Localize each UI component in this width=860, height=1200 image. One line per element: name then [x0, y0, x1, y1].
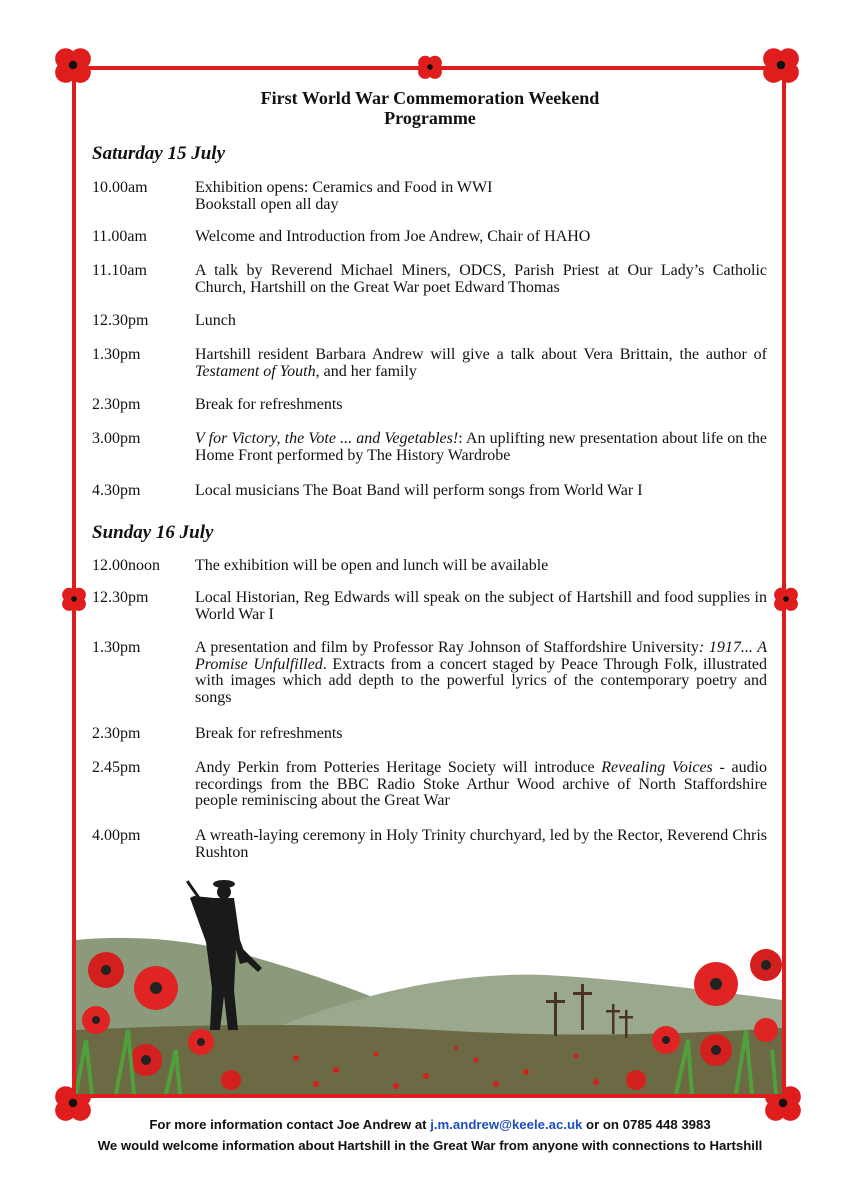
event-description — [195, 180, 767, 213]
event-description: A talk by Reverend Michael Miners, ODCS, Parish Priest at Our Lady’s Catholic Church, Hartshill on the Great War poet Edward Thomas — [195, 262, 767, 296]
event-time: 4.00pm — [92, 827, 141, 844]
event-description: Welcome and Introduction from Joe Andrew, Chair of HAHO — [195, 228, 591, 245]
event-description: A presentation and film by Professor Ray Johnson of Staffordshire University: 1917... A Promise Unfulfilled. Extracts from a concert staged by Peace Through Folk, illustrated with images which add depth to the powerful lyrics of the contemporary poetry and songs — [195, 639, 768, 706]
poppy-icon — [60, 585, 88, 613]
event-time: 12.30pm — [92, 312, 149, 329]
italic-title: : 1917... A Promise Unfulfilled — [195, 639, 767, 673]
poppy-icon — [416, 53, 444, 81]
event-description: Andy Perkin from Potteries Heritage Society will introduce Revealing Voices - audio recordings from the BBC Radio Stoke Arthur Wood archive of North Staffordshire people reminiscing about the Great War — [195, 759, 768, 809]
event-time: 1.30pm — [92, 639, 141, 656]
event-line: Bookstall open all day — [195, 195, 339, 213]
poppy-icon — [760, 44, 802, 86]
event-description: Local Historian, Reg Edwards will speak on the subject of Hartshill and food supplies in World War I — [195, 589, 767, 623]
event-time: 11.00am — [92, 228, 147, 245]
event-description: Break for refreshments — [195, 725, 343, 742]
poppy-icon — [772, 585, 800, 613]
event-time: 12.00noon — [92, 557, 160, 574]
memorial-landscape-illustration — [76, 880, 782, 1094]
event-description: The exhibition will be open and lunch will be available — [195, 557, 549, 574]
day-heading-saturday: Saturday 15 July — [92, 143, 226, 164]
event-time: 1.30pm — [92, 346, 141, 363]
event-time: 3.00pm — [92, 430, 141, 447]
event-description: Local musicians The Boat Band will perform songs from World War I — [195, 482, 643, 499]
event-description: Break for refreshments — [195, 396, 343, 413]
event-description: A wreath-laying ceremony in Holy Trinity churchyard, led by the Rector, Reverend Chris Rushton — [195, 827, 767, 861]
event-description: V for Victory, the Vote ... and Vegetables!: An uplifting new presentation about life on the Home Front performed by The History Wardrobe — [195, 430, 767, 464]
italic-title: Revealing Voices — [601, 759, 713, 776]
contact-line: For more information contact Joe Andrew at j.m.andrew@keele.ac.uk or on 0785 448 3983 — [149, 1117, 711, 1132]
page-title: First World War Commemoration Weekend — [260, 88, 600, 108]
event-time: 10.00am — [92, 179, 148, 196]
event-time: 2.30pm — [92, 725, 141, 742]
event-line: Exhibition opens: Ceramics and Food in WWI — [195, 179, 493, 196]
day-heading-sunday: Sunday 16 July — [92, 522, 214, 543]
information-request-line: We would welcome information about Hartshill in the Great War from anyone with connections to Hartshill — [97, 1138, 763, 1153]
event-description: Lunch — [195, 312, 236, 329]
page-subtitle: Programme — [384, 108, 476, 128]
event-time: 12.30pm — [92, 589, 149, 606]
event-description: Hartshill resident Barbara Andrew will give a talk about Vera Brittain, the author of Testament of Youth, and her family — [195, 346, 767, 380]
event-time: 2.45pm — [92, 759, 141, 776]
italic-title: Testament of Youth — [195, 362, 316, 380]
poppy-icon — [52, 44, 94, 86]
event-time: 4.30pm — [92, 482, 141, 499]
event-time: 11.10am — [92, 262, 147, 279]
italic-title: V for Victory, the Vote ... and Vegetables! — [195, 430, 459, 447]
event-time: 2.30pm — [92, 396, 141, 413]
contact-email-link[interactable]: j.m.andrew@keele.ac.uk — [430, 1117, 583, 1132]
